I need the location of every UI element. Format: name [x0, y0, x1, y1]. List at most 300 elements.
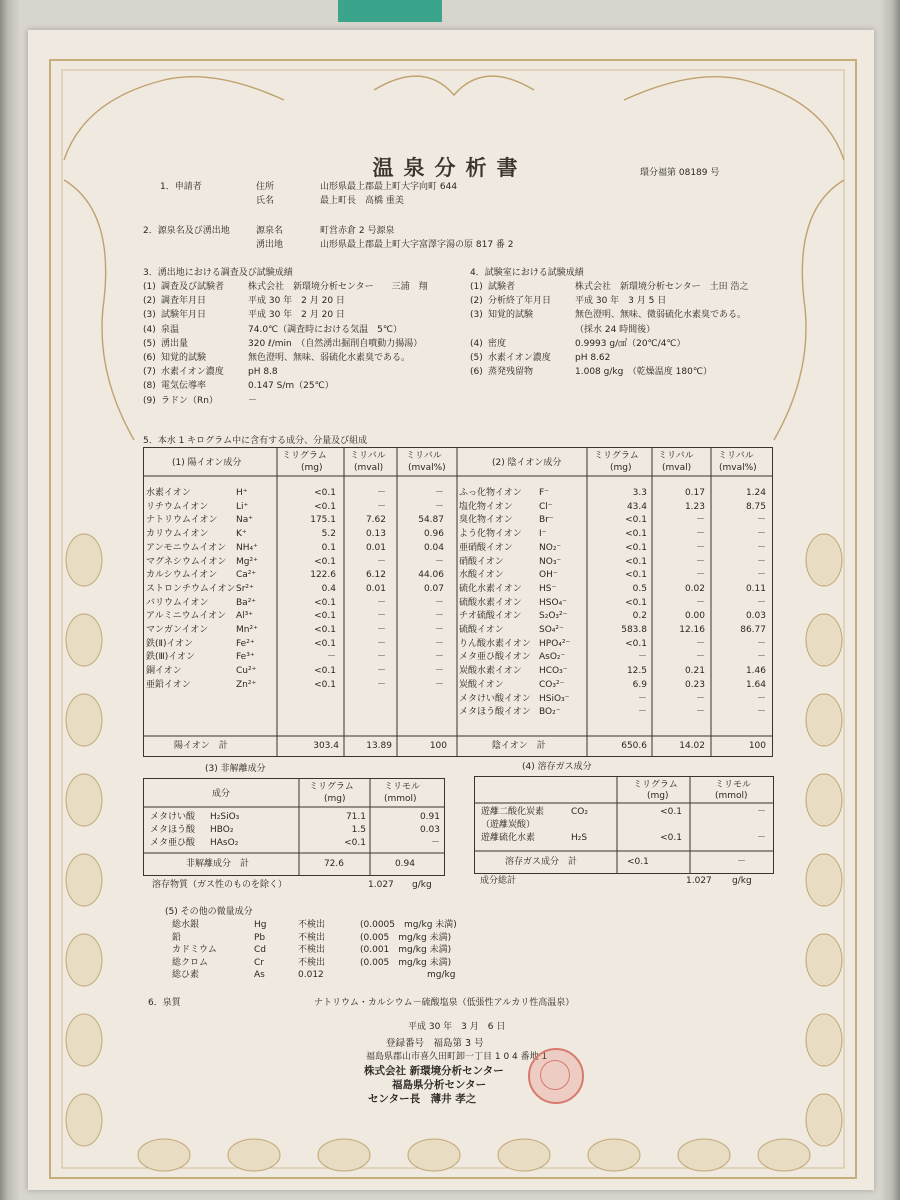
- ion-mg: <0.1: [625, 529, 647, 540]
- mval-header: ミリバル: [350, 451, 386, 461]
- ion-formula: OH⁻: [539, 570, 558, 581]
- list-item-value: 平成 30 年 2 月 20 日: [248, 296, 345, 307]
- list-item-label: 泉温: [161, 324, 180, 335]
- list-item-label: 湧出量: [161, 338, 189, 349]
- ion-mg: 122.6: [310, 570, 336, 581]
- ion-formula: BO₂⁻: [539, 707, 561, 718]
- ion-mg: 0.5: [632, 583, 647, 594]
- trace-symbol: Hg: [254, 920, 267, 930]
- ion-name: カリウムイオン: [146, 529, 209, 540]
- ion-mval-percent: －: [756, 638, 766, 649]
- gas-mg-header: ミリグラム: [633, 780, 678, 790]
- ion-formula: Al³⁺: [236, 611, 254, 622]
- ion-formula: AsO₂⁻: [539, 652, 566, 663]
- ion-formula: NO₂⁻: [539, 542, 562, 553]
- gas-total-mg: <0.1: [627, 857, 649, 867]
- ion-mval: 0.01: [365, 583, 386, 594]
- list-item-label: 密度: [488, 338, 507, 349]
- ion-mval: －: [695, 515, 705, 526]
- ion-name: マグネシウムイオン: [146, 556, 227, 567]
- trace-note: (0.005 mg/kg 未満): [360, 957, 452, 968]
- wall-sign-strip: [338, 0, 442, 22]
- grand-total-label: 成分総計: [480, 876, 517, 886]
- ion-table: [143, 447, 773, 757]
- ion-mg: <0.1: [625, 556, 647, 567]
- ion-mval-percent: －: [434, 597, 444, 608]
- list-item-no: (7): [143, 367, 156, 378]
- mvalp-unit: (mval%): [408, 463, 446, 473]
- ion-formula: Ca²⁺: [236, 570, 257, 581]
- ion-formula: HS⁻: [539, 583, 557, 594]
- ion-mval-percent: －: [434, 611, 444, 622]
- ion-formula: Mg²⁺: [236, 556, 258, 567]
- list-item-value: pH 8.8: [248, 367, 278, 378]
- trace-symbol: As: [254, 970, 265, 980]
- grand-total-value: 1.027: [686, 876, 712, 886]
- ion-mval: 6.12: [365, 570, 386, 581]
- ion-mg: －: [326, 652, 336, 663]
- ion-mval-percent: －: [756, 515, 766, 526]
- ion-mg: 3.3: [632, 488, 647, 498]
- ion-name: メタけい酸イオン: [459, 693, 531, 704]
- ion-mg: <0.1: [314, 611, 336, 622]
- gas-total-mmol: －: [737, 857, 747, 867]
- anion-total-mval: 14.02: [679, 741, 705, 751]
- ion-name: リチウムイオン: [146, 501, 209, 512]
- list-item-label: 分析終了年月日: [488, 296, 552, 307]
- list-item-value: 74.0℃（調査時における気温 5℃）: [248, 324, 402, 335]
- ion-name: 臭化物イオン: [459, 515, 513, 526]
- gas-mmol-unit: (mmol): [715, 791, 748, 801]
- nd-mg: <0.1: [344, 838, 366, 848]
- ion-formula: CO₃²⁻: [539, 679, 565, 690]
- section4-heading: 4．試験室における試験成績: [470, 268, 584, 278]
- list-item-value: 株式会社 新環境分析センター 三浦 翔: [248, 282, 428, 292]
- ion-mg: <0.1: [314, 501, 336, 512]
- anion-header: (2) 陰イオン成分: [492, 458, 562, 468]
- list-item-label: 知覚的試験: [161, 353, 207, 363]
- ion-mg: 5.2: [321, 529, 336, 540]
- ion-name: 水素イオン: [146, 488, 191, 498]
- ion-formula: Cl⁻: [539, 501, 553, 512]
- ion-name: 亜硝酸イオン: [459, 542, 513, 553]
- cation-total-mval: 13.89: [366, 741, 392, 751]
- ion-mval-percent: －: [756, 652, 766, 663]
- ion-mval-percent: －: [756, 707, 766, 718]
- list-item-value: －: [248, 395, 258, 406]
- solute-label: 溶存物質（ガス性のものを除く）: [152, 880, 288, 890]
- ion-name: チオ硫酸イオン: [459, 611, 522, 622]
- ion-mval-percent: －: [756, 693, 766, 704]
- applicant-name: 最上町長 高橋 重美: [320, 196, 404, 206]
- ion-mval-percent: －: [756, 570, 766, 581]
- nd-mg: 1.5: [351, 825, 366, 835]
- ion-name: バリウムイオン: [146, 597, 209, 608]
- ion-name: ふっ化物イオン: [459, 488, 522, 498]
- ion-mval: －: [376, 488, 386, 498]
- ion-mval: 12.16: [679, 625, 705, 635]
- ion-mval: 0.00: [684, 611, 705, 622]
- ion-mval-percent: 86.77: [740, 625, 766, 635]
- ion-mval-percent: －: [756, 529, 766, 540]
- ion-mg: <0.1: [314, 597, 336, 608]
- list-item-value: 平成 30 年 3 月 5 日: [575, 296, 667, 307]
- nd-mmol-unit: (mmol): [384, 794, 417, 804]
- list-item-value: 320 ℓ/min （自然湧出掘削自噴動力揚湯）: [248, 338, 423, 349]
- issue-date: 平成 30 年 3 月 6 日: [408, 1022, 506, 1032]
- ion-name: ナトリウムイオン: [146, 515, 218, 526]
- branch-name: 福島県分析センター: [392, 1079, 487, 1091]
- list-item-value: 無色澄明、無味、微弱硫化水素臭である。: [575, 310, 747, 321]
- ion-mval: －: [376, 638, 386, 649]
- nd-mg-header: ミリグラム: [309, 782, 354, 792]
- ion-mval-percent: 0.96: [423, 529, 444, 540]
- list-item-label: 試験者: [488, 282, 516, 292]
- ion-name: 鉄(Ⅱ)イオン: [146, 638, 194, 649]
- list-item-label: 試験年月日: [161, 310, 207, 321]
- anion-mg-header: ミリグラム: [594, 451, 639, 461]
- ion-mval-percent: －: [434, 625, 444, 635]
- anion-mval-unit: (mval): [662, 463, 692, 473]
- anion-mg-unit: (mg): [610, 463, 632, 473]
- mg-unit: (mg): [301, 463, 323, 473]
- ion-mval: －: [376, 556, 386, 567]
- list-item-label: ラドン（Rn）: [161, 395, 218, 406]
- ion-mg: 583.8: [621, 625, 647, 635]
- ion-mval: －: [695, 638, 705, 649]
- list-item-no: (1): [143, 282, 156, 292]
- ion-mg: 0.2: [632, 611, 647, 622]
- center-chief: センター長 薄井 孝之: [368, 1093, 477, 1105]
- gas-mg: <0.1: [660, 807, 682, 817]
- list-item-no: (1): [470, 282, 483, 292]
- list-item-label: 電気伝導率: [161, 381, 207, 392]
- ion-mval: 0.13: [365, 529, 386, 540]
- list-item-value: 1.008 g/kg （乾燥温度 180℃）: [575, 367, 712, 378]
- ion-mval: －: [376, 597, 386, 608]
- trace-value: 不検出: [298, 957, 326, 968]
- nd-mmol-header: ミリモル: [384, 782, 421, 792]
- ion-formula: H⁺: [236, 488, 248, 498]
- ion-name: 硫酸イオン: [459, 625, 504, 635]
- ion-mg: <0.1: [314, 488, 336, 498]
- list-item-no: (6): [470, 367, 483, 378]
- nd-mmol: －: [430, 838, 440, 848]
- ion-formula: HPO₄²⁻: [539, 638, 571, 649]
- ion-mval-percent: －: [434, 488, 444, 498]
- ion-mval-percent: －: [434, 556, 444, 567]
- ion-mg: <0.1: [314, 679, 336, 690]
- spring-quality: ナトリウム・カルシウム－硫酸塩泉（低張性アルカリ性高温泉）: [314, 998, 575, 1008]
- list-item-value: pH 8.62: [575, 353, 611, 363]
- ion-formula: Ba²⁺: [236, 597, 257, 608]
- ion-mval: －: [376, 625, 386, 635]
- ion-mg: 0.1: [321, 542, 336, 553]
- gas-mmol: －: [756, 807, 766, 817]
- gas-name: 遊離二酸化炭素: [481, 807, 545, 817]
- nd-name: メタけい酸: [150, 812, 196, 822]
- mval-unit: (mval): [354, 463, 384, 473]
- ion-mval-percent: 8.75: [745, 501, 766, 512]
- nd-name: メタ亜ひ酸: [150, 838, 196, 848]
- ion-mg: <0.1: [625, 542, 647, 553]
- ion-name: メタほう酸イオン: [459, 707, 531, 718]
- ion-mg: <0.1: [314, 638, 336, 649]
- ion-name: マンガンイオン: [146, 625, 209, 635]
- ion-mval-percent: －: [434, 666, 444, 677]
- cation-total-mg: 303.4: [313, 741, 339, 751]
- ion-name: 銅イオン: [146, 666, 182, 677]
- name-label: 氏名: [256, 196, 275, 206]
- company-name: 株式会社 新環境分析センター: [364, 1065, 504, 1077]
- dissolved-gas-table: [474, 776, 774, 874]
- ion-mval-percent: 1.46: [745, 666, 766, 677]
- ion-formula: Cu²⁺: [236, 666, 257, 677]
- trace-value: 不検出: [298, 920, 326, 930]
- trace-name: 総クロム: [172, 957, 209, 968]
- gas-formula: CO₂: [571, 807, 588, 817]
- ion-mval-percent: －: [434, 652, 444, 663]
- list-item-no: (5): [470, 353, 483, 363]
- gas-total-label: 溶存ガス成分 計: [505, 857, 578, 867]
- ion-name: 塩化物イオン: [459, 501, 513, 512]
- ion-mval: －: [695, 693, 705, 704]
- ion-mg: 43.4: [626, 501, 647, 512]
- list-item-no: (4): [143, 324, 156, 335]
- ion-mg: <0.1: [314, 556, 336, 567]
- anion-mval-header: ミリバル: [658, 451, 694, 461]
- ion-mval: 0.02: [684, 583, 705, 594]
- section2-heading: 2．源泉名及び湧出地: [143, 226, 230, 236]
- anion-total-label: 陰イオン 計: [492, 741, 546, 751]
- mg-header: ミリグラム: [282, 451, 327, 461]
- list-item-no: (9): [143, 395, 156, 406]
- list-item-label: 水素イオン濃度: [488, 353, 551, 363]
- nd-mmol: 0.91: [419, 812, 440, 822]
- ion-mval: 1.23: [684, 501, 705, 512]
- section6-heading: 6．泉質: [148, 998, 181, 1008]
- nd-mg: 71.1: [345, 812, 366, 822]
- list-item-value: 平成 30 年 2 月 20 日: [248, 310, 345, 321]
- list-item-value: 無色澄明、無味、弱硫化水素臭である。: [248, 353, 411, 363]
- list-item-no: (8): [143, 381, 156, 392]
- cation-total-pct: 100: [429, 741, 447, 751]
- ion-formula: HSiO₃⁻: [539, 693, 570, 704]
- trace-name: 鉛: [172, 932, 182, 943]
- nd-name-header: 成分: [212, 789, 231, 799]
- list-item-no: (3): [470, 310, 483, 321]
- trace-value: 0.012: [298, 970, 324, 980]
- list-item-value: 0.9993 g/㎤（20℃/4℃）: [575, 338, 686, 349]
- trace-value: 不検出: [298, 945, 326, 955]
- ion-formula: I⁻: [539, 529, 547, 540]
- address-label: 住所: [256, 182, 275, 192]
- list-item-no: (2): [143, 296, 156, 307]
- ion-mval: 0.23: [684, 679, 705, 690]
- section5-4-heading: (4) 溶存ガス成分: [522, 762, 592, 772]
- trace-symbol: Pb: [254, 932, 266, 943]
- ion-formula: Mn²⁺: [236, 625, 258, 635]
- section5-5-heading: (5) その他の微量成分: [165, 907, 253, 917]
- list-item-value: 0.147 S/m（25℃）: [248, 381, 334, 392]
- ion-mval-percent: 54.87: [418, 515, 444, 526]
- nd-mg-unit: (mg): [324, 794, 346, 804]
- ion-mg: <0.1: [625, 597, 647, 608]
- ion-formula: F⁻: [539, 488, 549, 498]
- anion-total-pct: 100: [748, 741, 766, 751]
- applicant-address: 山形県最上郡最上町大字向町 644: [320, 182, 458, 192]
- nd-mmol: 0.03: [419, 825, 440, 835]
- ion-formula: SO₄²⁻: [539, 625, 564, 635]
- ion-formula: Li⁺: [236, 501, 249, 512]
- registration-number: 登録番号 福島第 3 号: [386, 1038, 484, 1049]
- nd-formula: H₂SiO₃: [210, 812, 240, 822]
- ion-mval-percent: －: [756, 556, 766, 567]
- ion-name: よう化物イオン: [459, 529, 522, 540]
- non-dissociated-table: [143, 778, 445, 876]
- nd-formula: HBO₂: [210, 825, 234, 835]
- ion-mval: －: [695, 652, 705, 663]
- section3-heading: 3．湧出地における調査及び試験成績: [143, 268, 293, 278]
- ion-formula: HSO₄⁻: [539, 597, 567, 608]
- ion-mval: －: [376, 501, 386, 512]
- list-item-label: 調査及び試験者: [161, 282, 225, 292]
- list-item-no: (5): [143, 338, 156, 349]
- ion-mg: 6.9: [632, 679, 647, 690]
- ion-mval-percent: 0.04: [423, 542, 444, 553]
- ion-formula: K⁺: [236, 529, 247, 540]
- section5-heading: 5．本水 1 キログラム中に含有する成分、分量及び組成: [143, 436, 368, 446]
- list-item-label: 水素イオン濃度: [161, 367, 224, 378]
- ion-mval-percent: －: [434, 679, 444, 690]
- gas-formula: H₂S: [571, 833, 588, 843]
- ion-mval-percent: 44.06: [418, 570, 444, 581]
- solute-value: 1.027: [368, 880, 394, 890]
- ion-formula: Br⁻: [539, 515, 554, 526]
- trace-symbol: Cr: [254, 957, 264, 968]
- anion-mvalp-header: ミリバル: [718, 451, 754, 461]
- nd-total-label: 非解離成分 計: [186, 859, 250, 869]
- anion-mvalp-unit: (mval%): [719, 463, 757, 473]
- ion-mg: <0.1: [314, 666, 336, 677]
- ion-mval: －: [695, 570, 705, 581]
- lab-address: 福島県郡山市喜久田町卸一丁目 1 0 4 番地 1: [366, 1052, 548, 1062]
- ion-name: 硫酸水素イオン: [459, 597, 522, 608]
- trace-name: カドミウム: [172, 945, 217, 955]
- solute-unit: g/kg: [412, 880, 432, 890]
- ion-name: アルミニウムイオン: [146, 611, 227, 622]
- gas-mmol: －: [756, 833, 766, 843]
- source-name: 町営赤倉 2 号源泉: [320, 226, 395, 236]
- list-item-label: 調査年月日: [161, 296, 207, 307]
- ion-name: ストロンチウムイオン: [146, 583, 236, 594]
- section5-3-heading: (3) 非解離成分: [205, 764, 266, 774]
- ion-mval: －: [695, 556, 705, 567]
- ion-formula: S₂O₃²⁻: [539, 611, 568, 622]
- list-item-label: 蒸発残留物: [488, 367, 534, 378]
- list-item-no: (4): [470, 338, 483, 349]
- certificate-number: 環分福第 08189 号: [640, 168, 720, 178]
- ion-mg: －: [637, 652, 647, 663]
- ion-mval: －: [376, 679, 386, 690]
- ion-mval: －: [376, 652, 386, 663]
- ion-formula: NO₃⁻: [539, 556, 562, 567]
- source-location: 山形県最上郡最上町大字富澤字湯の原 817 番 2: [320, 240, 514, 250]
- ion-formula: Fe³⁺: [236, 652, 255, 663]
- nd-formula: HAsO₂: [210, 838, 239, 848]
- ion-formula: Sr²⁺: [236, 583, 254, 594]
- ion-mval: －: [695, 597, 705, 608]
- ion-mg: 0.4: [321, 583, 336, 594]
- ion-mg: <0.1: [625, 570, 647, 581]
- ion-mval: －: [695, 529, 705, 540]
- ion-mval-percent: －: [434, 501, 444, 512]
- gas-mmol-header: ミリモル: [715, 780, 752, 790]
- ion-name: 炭酸イオン: [459, 679, 504, 690]
- trace-symbol: Cd: [254, 945, 266, 955]
- location-label: 湧出地: [256, 240, 284, 250]
- ion-mval: 0.17: [684, 488, 705, 498]
- section1-heading: 1．申請者: [160, 182, 202, 192]
- ion-mg: －: [637, 707, 647, 718]
- ion-name: 水酸イオン: [459, 570, 504, 581]
- ion-mval-percent: －: [434, 638, 444, 649]
- ion-name: 硝酸イオン: [459, 556, 504, 567]
- ion-formula: HCO₃⁻: [539, 666, 568, 677]
- ion-mval: 0.01: [365, 542, 386, 553]
- ion-formula: NH₄⁺: [236, 542, 258, 553]
- trace-name: 総水銀: [172, 920, 200, 930]
- trace-note: (0.005 mg/kg 未満): [360, 932, 452, 943]
- ion-mg: －: [637, 693, 647, 704]
- ion-name: 亜鉛イオン: [146, 679, 191, 690]
- ion-mval-percent: －: [756, 542, 766, 553]
- ion-name: 硫化水素イオン: [459, 583, 522, 594]
- ion-mval-percent: 0.11: [745, 583, 766, 594]
- ion-name: メタ亜ひ酸イオン: [459, 652, 531, 663]
- cation-total-label: 陽イオン 計: [174, 741, 228, 751]
- nd-total-mg: 72.6: [323, 859, 344, 869]
- trace-note: (0.0005 mg/kg 未満): [360, 920, 457, 930]
- list-item-label: 知覚的試験: [488, 310, 534, 321]
- ion-name: 炭酸水素イオン: [459, 666, 522, 677]
- gas-mg: <0.1: [660, 833, 682, 843]
- ion-mval-percent: 0.07: [423, 583, 444, 594]
- trace-name: 総ひ素: [172, 970, 200, 980]
- ion-mg: <0.1: [314, 625, 336, 635]
- ion-mval-percent: 0.03: [745, 611, 766, 622]
- nd-total-mmol: 0.94: [394, 859, 415, 869]
- list-item-no: (3): [143, 310, 156, 321]
- ion-formula: Zn²⁺: [236, 679, 257, 690]
- ion-mg: <0.1: [625, 515, 647, 526]
- ion-mval: 0.21: [684, 666, 705, 677]
- ion-mval-percent: 1.24: [745, 488, 766, 498]
- gas-mg-unit: (mg): [647, 791, 669, 801]
- ion-mval: －: [695, 542, 705, 553]
- ion-mval-percent: －: [756, 597, 766, 608]
- list-item-value: （採水 24 時間後）: [575, 324, 656, 335]
- gas-name: （遊離炭酸）: [481, 820, 536, 830]
- ion-name: カルシウムイオン: [146, 570, 218, 581]
- ion-mval: －: [376, 611, 386, 622]
- list-item-no: (2): [470, 296, 483, 307]
- nd-name: メタほう酸: [150, 825, 196, 835]
- trace-note: (0.001 mg/kg 未満): [360, 945, 452, 955]
- grand-total-unit: g/kg: [732, 876, 752, 886]
- ion-mg: 175.1: [310, 515, 336, 526]
- cation-header: (1) 陽イオン成分: [172, 458, 242, 468]
